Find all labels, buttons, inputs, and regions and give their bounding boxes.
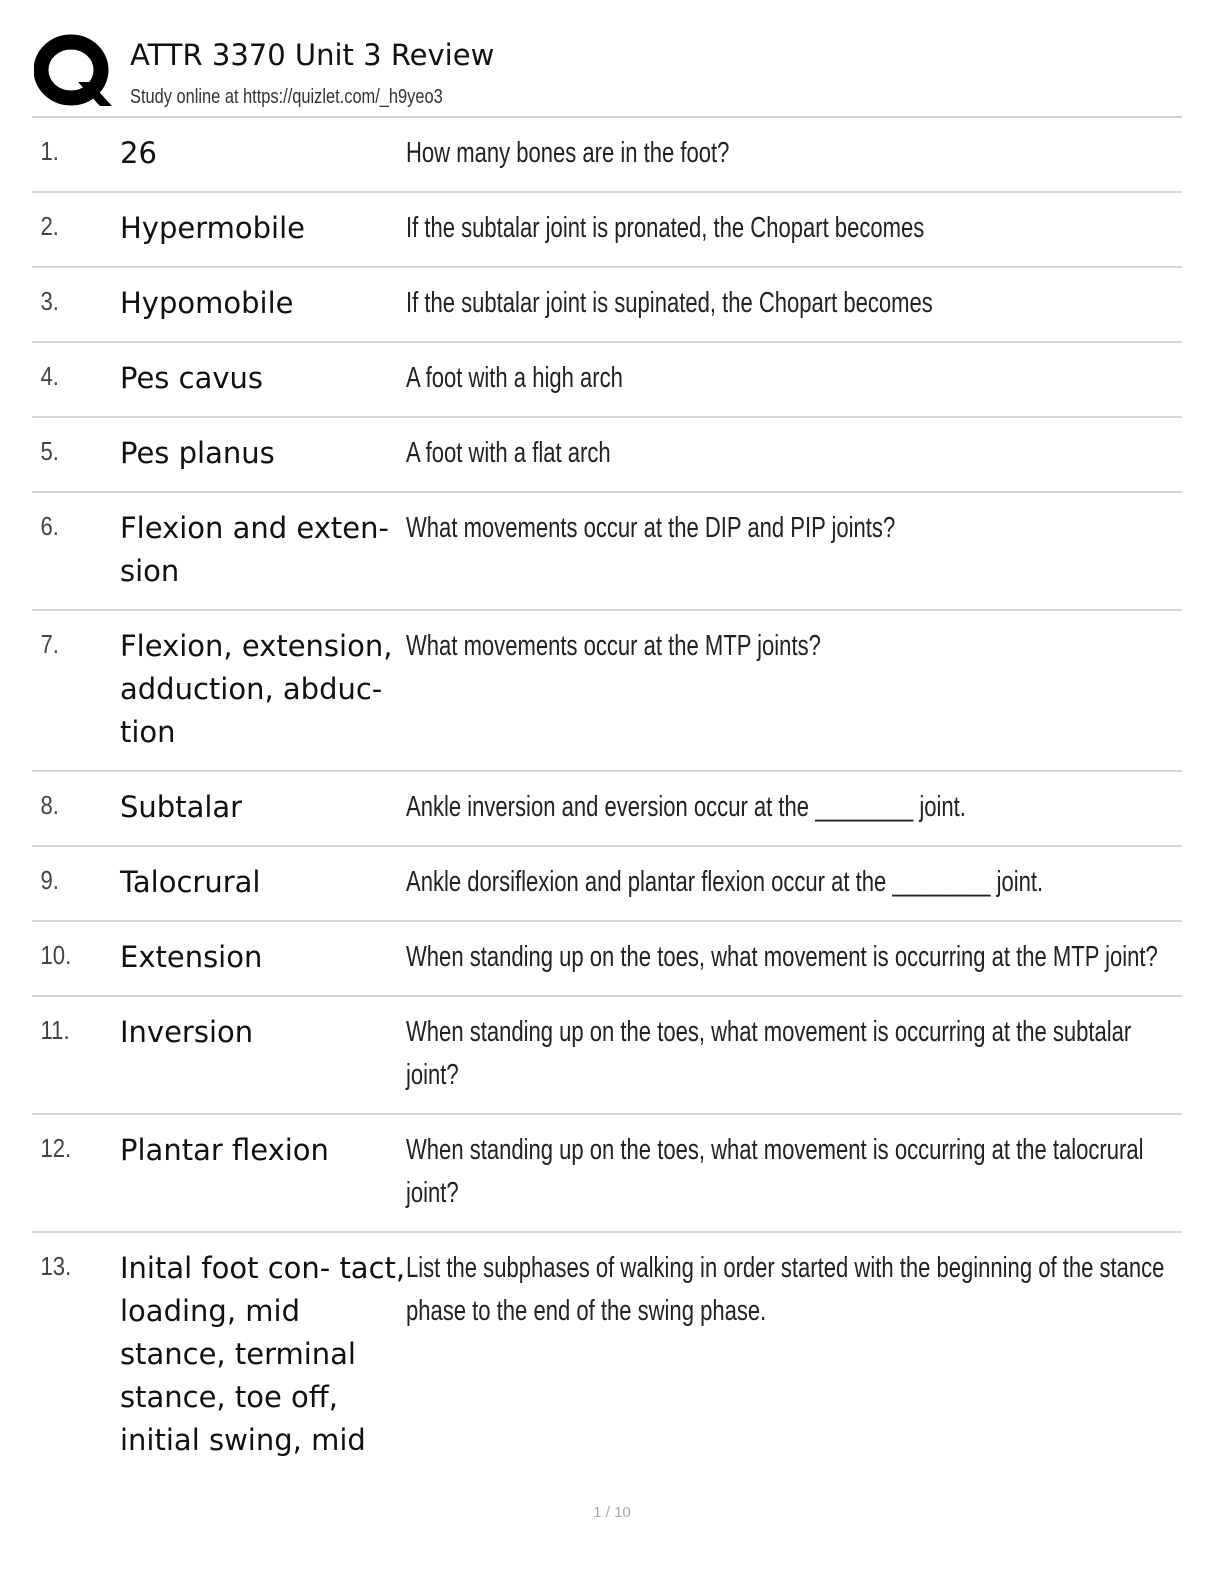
flashcard-row: [32, 611, 1182, 772]
study-online-link[interactable]: Study online at https://quizlet.com/_h9yeo3: [130, 86, 443, 108]
card-number: 4.: [40, 361, 59, 391]
card-definition: If the subtalar joint is pronated, the Chopart becomes: [406, 212, 925, 244]
flashcard-row: [32, 118, 1182, 193]
card-term: Talocrural: [120, 865, 261, 899]
card-definition: If the subtalar joint is supinated, the Chopart becomes: [406, 287, 933, 319]
card-number: 11.: [40, 1015, 70, 1045]
flashcard-row: [32, 418, 1182, 493]
card-number: 9.: [40, 865, 59, 895]
card-number: 1.: [40, 136, 59, 166]
card-term: Subtalar: [120, 790, 243, 824]
card-number: 7.: [40, 629, 59, 659]
card-definition: A foot with a high arch: [406, 362, 623, 394]
flashcard-row: [32, 493, 1182, 611]
card-number: 13.: [40, 1251, 72, 1281]
card-definition: What movements occur at the MTP joints?: [406, 630, 821, 662]
card-definition: Ankle dorsiflexion and plantar flexion occur at the ________ joint.: [406, 866, 1044, 898]
flashcard-row: [32, 343, 1182, 418]
card-number: 5.: [40, 436, 59, 466]
card-number: 8.: [40, 790, 59, 820]
card-number: 3.: [40, 286, 59, 316]
card-number: 10.: [40, 940, 72, 970]
card-term: Pes cavus: [120, 361, 263, 395]
flashcard-row: [32, 772, 1182, 847]
flashcard-list: [32, 118, 1182, 1478]
card-definition: List the subphases of walking in order started with the beginning of the stance phase to the end of the swing phase.: [406, 1252, 1165, 1327]
card-number: 2.: [40, 211, 59, 241]
card-definition: How many bones are in the foot?: [406, 137, 730, 169]
page-title: ATTR 3370 Unit 3 Review: [130, 38, 495, 72]
flashcard-row: [32, 193, 1182, 268]
card-term: Extension: [120, 940, 263, 974]
card-term: Inital foot con- tact, loading, mid stance, terminal stance, toe off, initial swing, mid: [120, 1251, 406, 1457]
card-definition: When standing up on the toes, what movement is occurring at the MTP joint?: [406, 941, 1158, 973]
card-term: Flexion and exten- sion: [120, 511, 389, 588]
card-term: Plantar flexion: [120, 1133, 329, 1167]
flashcard-row: [32, 268, 1182, 343]
card-term: Flexion, extension, adduction, abduc- tion: [120, 629, 393, 749]
flashcard-row: [32, 847, 1182, 922]
card-number: 6.: [40, 511, 59, 541]
card-definition: When standing up on the toes, what movement is occurring at the subtalar joint?: [406, 1016, 1132, 1091]
page-number: 1 / 10: [593, 1504, 631, 1521]
card-definition: A foot with a flat arch: [406, 437, 611, 469]
card-definition: Ankle inversion and eversion occur at the ________ joint.: [406, 791, 966, 823]
flashcard-row: [32, 1115, 1182, 1233]
flashcard-row: [32, 922, 1182, 997]
card-term: Inversion: [120, 1015, 254, 1049]
card-number: 12.: [40, 1133, 72, 1163]
flashcard-row: [32, 1233, 1182, 1478]
card-term: Pes planus: [120, 436, 275, 470]
flashcard-row: [32, 997, 1182, 1115]
card-term: 26: [120, 136, 157, 170]
card-term: Hypermobile: [120, 211, 305, 245]
page-header: [32, 30, 1182, 116]
card-definition: What movements occur at the DIP and PIP joints?: [406, 512, 896, 544]
card-definition: When standing up on the toes, what movement is occurring at the talocrural joint?: [406, 1134, 1144, 1209]
card-term: Hypomobile: [120, 286, 294, 320]
quizlet-logo-icon: [34, 34, 112, 108]
